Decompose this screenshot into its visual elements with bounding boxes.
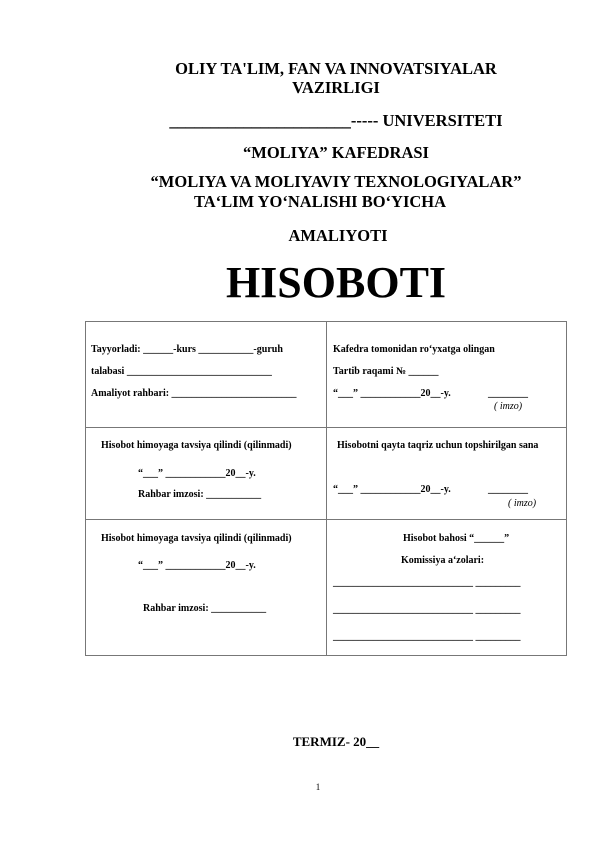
- re-review-date: “___” ____________20__-y.: [333, 484, 451, 495]
- city-year-footer: TERMIZ- 20__: [292, 734, 380, 749]
- prepared-by-text: Tayyorladi: ______-kurs ___________-guruh: [91, 344, 283, 355]
- re-review-signature-caption: ( imzo): [508, 498, 537, 509]
- supervisor-signature: Rahbar imzosi: ___________: [138, 489, 262, 500]
- commission-members-label: Komissiya a‘zolari:: [401, 555, 485, 566]
- table-divider-row-1: [85, 427, 567, 428]
- defense-recommendation-text: Hisobot himoyaga tavsiya qilindi (qilinmadi): [101, 440, 292, 451]
- student-text: talabasi _____________________________: [91, 366, 272, 377]
- program-line-2: TA‘LIM YO‘NALISHI BO‘YICHA: [193, 192, 447, 211]
- program-line-1: “MOLIYA VA MOLIYAVIY TEXNOLOGIYALAR”: [150, 172, 522, 191]
- commission-member-line-2: ____________________________ _________: [333, 604, 521, 615]
- signature-line: ________: [488, 388, 528, 399]
- supervisor-signature-2: Rahbar imzosi: ___________: [143, 603, 267, 614]
- table-divider-row-2: [85, 519, 567, 520]
- commission-member-line-3: ____________________________ _________: [333, 631, 521, 642]
- report-title: HISOBOTI: [225, 258, 447, 307]
- re-review-signature-line: ________: [488, 484, 528, 495]
- table-divider-vertical: [326, 321, 327, 656]
- ministry-line-2: VAZIRLIGI: [292, 78, 380, 97]
- serial-number-text: Tartib raqami № ______: [333, 366, 439, 377]
- university-line: ______________________----- UNIVERSITETI: [169, 111, 503, 130]
- signature-caption: ( imzo): [494, 401, 523, 412]
- supervisor-text: Amaliyot rahbari: _________________________: [91, 388, 297, 399]
- registration-label: Kafedra tomonidan ro‘yxatga olingan: [333, 344, 495, 355]
- defense-date-2: “___” ____________20__-y.: [138, 560, 256, 571]
- department-line: “MOLIYA” KAFEDRASI: [243, 143, 429, 162]
- defense-date: “___” ____________20__-y.: [138, 468, 256, 479]
- ministry-line-1: OLIY TA'LIM, FAN VA INNOVATSIYALAR: [175, 59, 497, 78]
- page-number: 1: [315, 782, 321, 792]
- registration-date: “___” ____________20__-y.: [333, 388, 451, 399]
- report-grade-text: Hisobot bahosi “______”: [403, 533, 510, 544]
- commission-member-line-1: ____________________________ _________: [333, 577, 521, 588]
- defense-recommendation-text-2: Hisobot himoyaga tavsiya qilindi (qilinmadi): [101, 533, 292, 544]
- re-review-text: Hisobotni qayta taqriz uchun topshirilgan sana: [337, 440, 539, 451]
- practice-line: AMALIYOTI: [288, 226, 388, 245]
